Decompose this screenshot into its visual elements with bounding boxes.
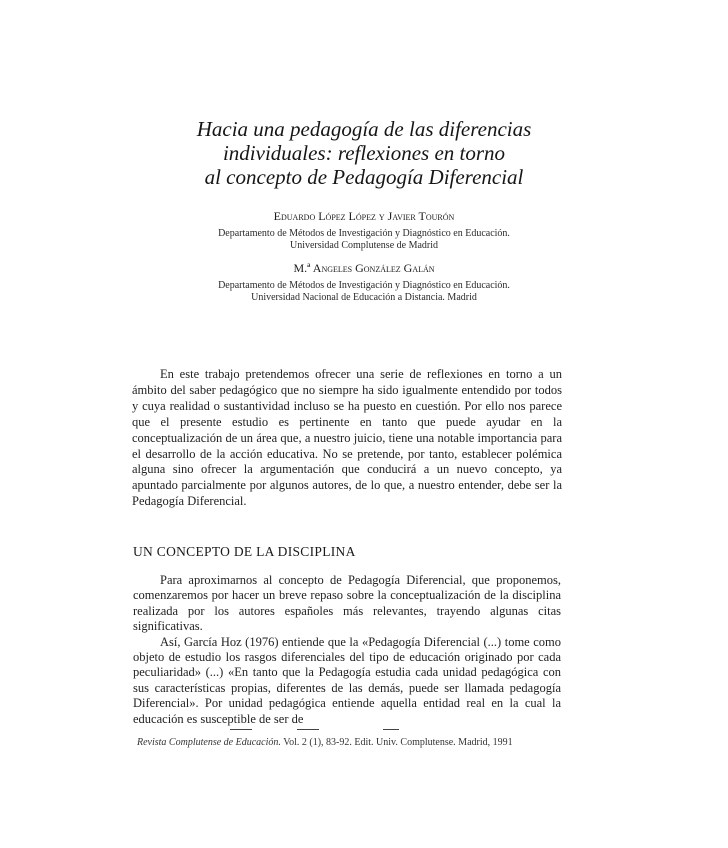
affiliation-2-line-1: Departamento de Métodos de Investigación y Diagnóstico en Educación. [218, 280, 510, 291]
title-line-3: al concepto de Pedagogía Diferencial [204, 165, 524, 189]
article-title [0, 117, 728, 189]
author-names-2: M.ª Angeles González Galán [293, 261, 435, 275]
page-footer [137, 737, 562, 748]
abstract-paragraph: En este trabajo pretendemos ofrecer una serie de reflexiones en torno a un ámbito del saber pedagógico que no siempre ha sido igualmente entendido por todos y cuya realidad o sustantividad incluso se ha puesto en cuestión. Por ello nos parece que el presente estudio es pertinente en tanto que puede ayudar en la conceptualización de un área que, a nuestro juicio, tiene una notable importancia para el desarrollo de la acción educativa. No se pretende, por tanto, establecer polémica alguna sino ofrecer la argumentación que conducirá a un nuevo concepto, ya apuntado parcialmente por algunos autores, de lo que, a nuestro entender, debe ser la Pedagogía Diferencial. [132, 367, 562, 509]
footer-journal: Revista Complutense de Educación. [137, 737, 281, 748]
footer-rule-right [383, 729, 399, 730]
title-line-2: individuales: reflexiones en torno [222, 141, 506, 165]
footer-rule-middle [297, 729, 319, 730]
affiliation-2-line-2: Universidad Nacional de Educación a Distancia. Madrid [251, 292, 477, 303]
section-body [133, 573, 561, 727]
affiliation-1-line-1: Departamento de Métodos de Investigación y Diagnóstico en Educación. [218, 228, 510, 239]
section-heading: UN CONCEPTO DE LA DISCIPLINA [133, 544, 356, 559]
body-paragraph-2: Así, García Hoz (1976) entiende que la «Pedagogía Diferencial (...) tome como objeto de estudio los rasgos diferenciales del tipo de educación originado por cada peculiaridad» (...) «En tanto que la Pedagogía estudia cada unidad pedagógica con sus características propias, diferentes de las demás, puede ser llamada pedagogía Diferencial». Por unidad pedagógica entiende aquella entidad real en la cual la educación es susceptible de ser de [133, 634, 561, 726]
footer-details: Vol. 2 (1), 83-92. Edit. Univ. Complutense. Madrid, 1991 [283, 737, 513, 748]
abstract [132, 367, 562, 510]
affiliation-1-line-2: Universidad Complutense de Madrid [289, 240, 439, 251]
author-names-1: Eduardo López López y Javier Tourón [273, 209, 455, 223]
title-line-1: Hacia una pedagogía de las diferencias [196, 117, 532, 141]
author-affiliation-1 [0, 228, 728, 252]
author-affiliation-2 [0, 280, 728, 304]
body-paragraph-1: Para aproximarnos al concepto de Pedagogía Diferencial, que proponemos, comenzaremos por hacer un breve repaso sobre la conceptualización de la disciplina realizada por los autores españoles más relevantes, trayendo algunas citas significativas. [133, 573, 561, 634]
footer-rule-left [230, 729, 252, 730]
